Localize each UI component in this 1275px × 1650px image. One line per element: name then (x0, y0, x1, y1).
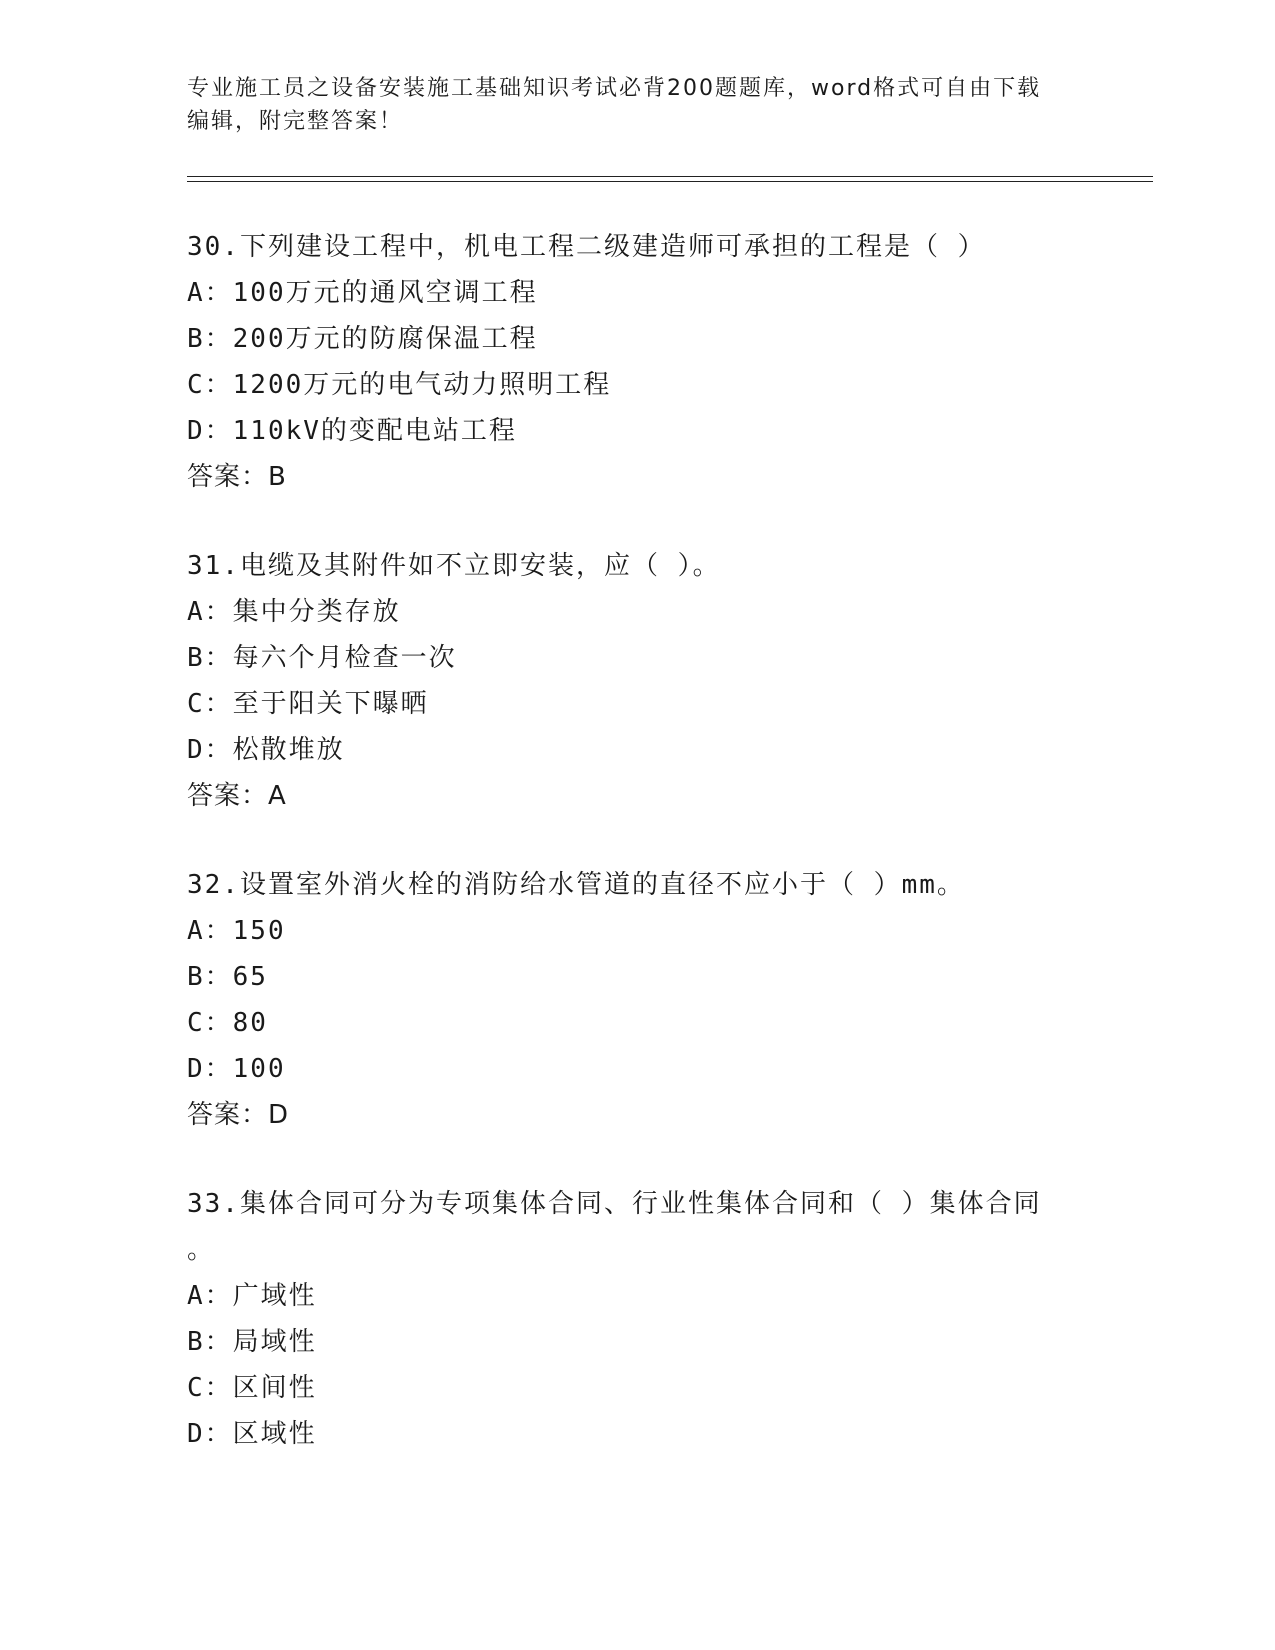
option-a: A：广域性 (187, 1281, 317, 1311)
question-text: 30.下列建设工程中，机电工程二级建造师可承担的工程是（ ） (187, 232, 986, 262)
document-header (187, 72, 1087, 138)
option-b: B：65 (187, 962, 268, 992)
question-31 (187, 543, 1087, 819)
question-text: 31.电缆及其附件如不立即安装，应（ ）。 (187, 551, 721, 581)
question-text: 32.设置室外消火栓的消防给水管道的直径不应小于（ ）mm。 (187, 870, 965, 900)
option-c: C：1200万元的电气动力照明工程 (187, 370, 612, 400)
option-c: C：区间性 (187, 1373, 317, 1403)
question-30 (187, 224, 1087, 500)
question-text: 33.集体合同可分为专项集体合同、行业性集体合同和（ ）集体合同 (187, 1189, 1042, 1219)
option-d: D：区域性 (187, 1419, 317, 1449)
question-33 (187, 1181, 1087, 1457)
answer: 答案：D (187, 1100, 290, 1130)
option-a: A：100万元的通风空调工程 (187, 278, 538, 308)
answer: 答案：A (187, 781, 287, 811)
option-c: C：至于阳关下曝晒 (187, 689, 429, 719)
answer: 答案：B (187, 462, 287, 492)
option-b: B：200万元的防腐保温工程 (187, 324, 538, 354)
option-b: B：局域性 (187, 1327, 317, 1357)
header-divider-bottom (187, 181, 1153, 182)
header-divider-top (187, 176, 1153, 177)
option-a: A：集中分类存放 (187, 597, 401, 627)
header-line-2: 编辑，附完整答案！ (187, 109, 404, 134)
option-d: D：100 (187, 1054, 286, 1084)
option-a: A：150 (187, 916, 286, 946)
header-line-1: 专业施工员之设备安装施工基础知识考试必背200题题库，word格式可自由下载 (187, 76, 1042, 101)
option-c: C：80 (187, 1008, 268, 1038)
option-d: D：110kV的变配电站工程 (187, 416, 517, 446)
question-32 (187, 862, 1087, 1138)
question-text-continuation: 。 (187, 1235, 214, 1265)
option-d: D：松散堆放 (187, 735, 345, 765)
option-b: B：每六个月检查一次 (187, 643, 457, 673)
